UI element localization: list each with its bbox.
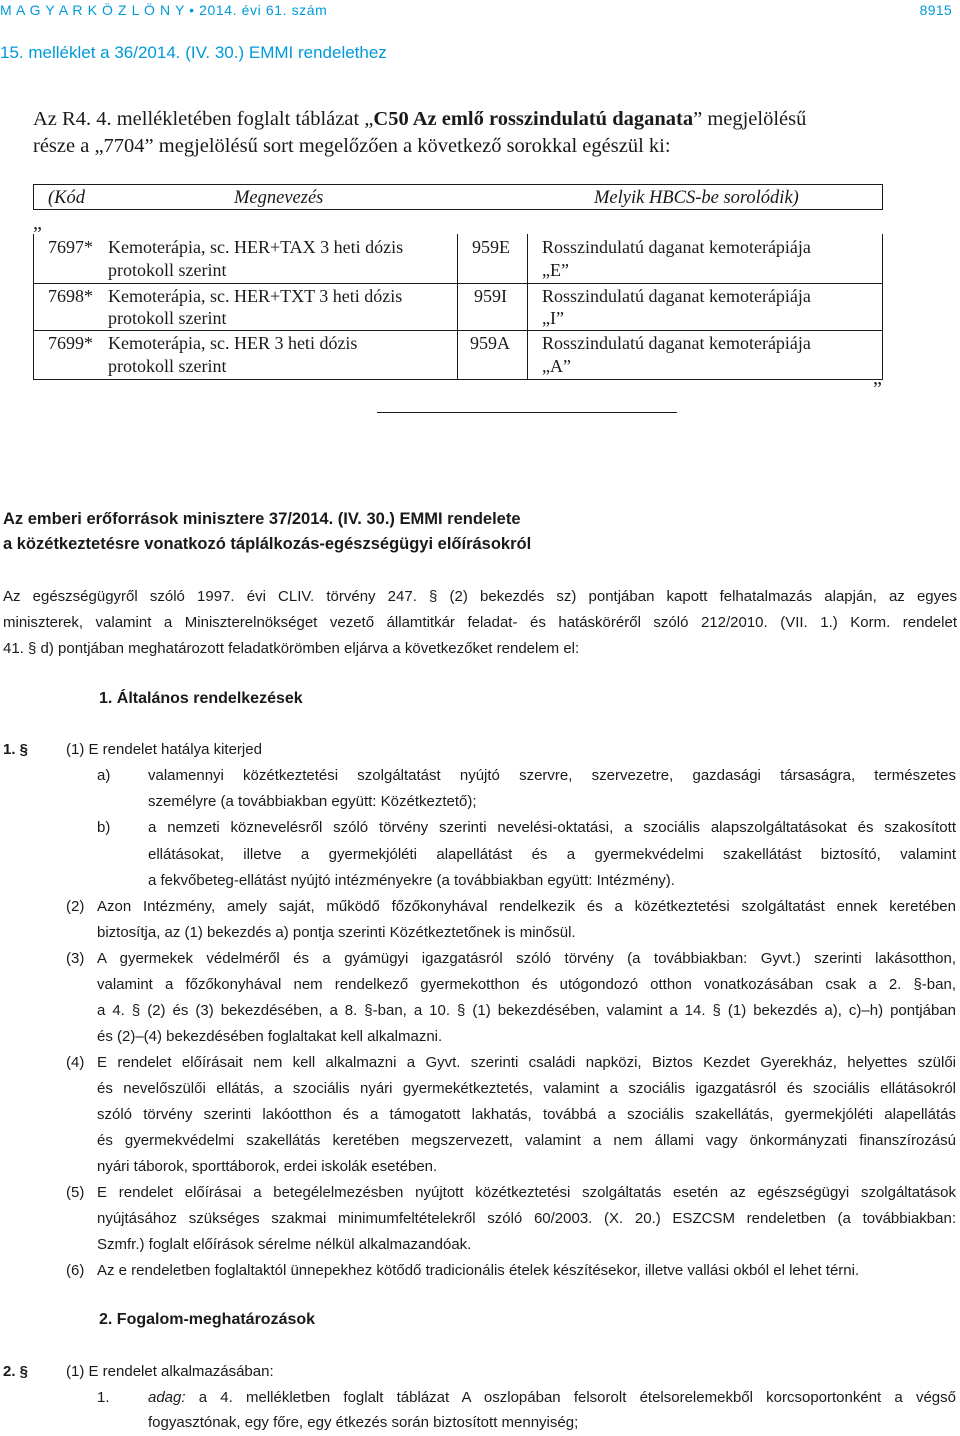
subsection-text: (1) E rendelet alkalmazásában: <box>66 1363 274 1380</box>
subsection-text: Az e rendeletben foglaltaktól ünnepekhez kötődő tradicionális ételek készítésekor, illetve vallási okból el lehet térni. <box>97 1262 860 1279</box>
subsection-text: szóló törvény szerinti lakóotthon és a támogatott lakhatás, továbbá a szociális szakellátás, gyermekjóléti alapellátás <box>97 1106 956 1123</box>
annex-title: 15. melléklet a 36/2014. (IV. 30.) EMMI rendelethez <box>0 43 387 62</box>
subsection-text: nyújtásához szükséges szakmai minimumfeltételekről szóló 60/2003. (X. 20.) ESZCSM rendeletben (a továbbiakban: <box>97 1210 956 1227</box>
item-text: ellátásokat, illetve a gyermekjóléti alapellátást és a gyermekvédelmi szakellátást biztosító, valamint <box>148 846 956 863</box>
subsection-text: a 4. § (2) és (3) bekezdésében, a 8. §-ban, a 10. § (1) bekezdésében, valamint a 14. § (1) bekezdés a), c)–h) pontjában <box>97 1002 956 1019</box>
row-hbcs: 959E <box>472 237 510 257</box>
row-name-cont: protokoll szerint <box>108 308 227 328</box>
row-desc: Rosszindulatú daganat kemoterápiája <box>542 333 811 353</box>
header-name: Megnevezés <box>234 188 324 208</box>
subsection-number: (5) <box>66 1184 85 1201</box>
column-divider <box>457 234 458 379</box>
preamble-line: Az egészségügyről szóló 1997. évi CLIV. törvény 247. § (2) bekezdés sz) pontjában kapott felhatalmazás alapján, az egyes <box>3 588 957 605</box>
preamble-line: 41. § d) pontjában meghatározott feladatkörömben eljárva a következőket rendelem el: <box>3 640 580 657</box>
decree-title: Az emberi erőforrások minisztere 37/2014. (IV. 30.) EMMI rendelete <box>3 510 521 528</box>
subsection-text: E rendelet előírásai a betegélelmezésben nyújtott közétkeztetési szolgáltatás esetén az egészségügyi szolgáltatások <box>97 1184 956 1201</box>
separator-line <box>377 412 677 413</box>
item-text: valamennyi közétkeztetési szolgáltatást nyújtó szervre, szervezetre, gazdasági társaságra, természetes <box>148 767 956 784</box>
definition-term: adag: <box>148 1389 186 1406</box>
row-name: Kemoterápia, sc. HER 3 heti dózis <box>108 333 358 353</box>
subsection-text: E rendelet előírásait nem kell alkalmazni a Gyvt. szerinti családi napközi, Biztos Kezdet Gyerekház, helyettes szülői <box>97 1054 956 1071</box>
definition-text: a 4. mellékletben foglalt táblázat A oszlopában felsorolt ételsorelemekből korcsoportonként a végső <box>185 1389 956 1406</box>
definition-line <box>148 1389 956 1406</box>
subsection-text: és gyermekvédelmi szakellátás keretében megszervezett, valamint a nem állami vagy önkormányzati finanszírozású <box>97 1132 956 1149</box>
row-desc-cont: „I” <box>542 308 564 328</box>
subsection-text: és nevelőszülői ellátás, a szociális nyári gyermekétkeztetés, valamint a szociális igazgatásról és szociális ellátásokról <box>97 1080 956 1097</box>
item-label: a) <box>97 767 111 784</box>
row-name: Kemoterápia, sc. HER+TAX 3 heti dózis <box>108 237 404 257</box>
running-header <box>0 2 960 20</box>
header-code: (Kód <box>48 188 85 208</box>
column-divider <box>527 234 528 379</box>
paragraph-number: 1. § <box>3 741 29 758</box>
definition-text: fogyasztónak, egy főre, egy étkezés során biztosított mennyiség; <box>148 1414 579 1431</box>
subsection-text: és (2)–(4) bekezdésében foglaltakat kell alkalmazni. <box>97 1028 443 1045</box>
row-desc-cont: „E” <box>542 260 569 280</box>
row-desc: Rosszindulatú daganat kemoterápiája <box>542 237 811 257</box>
subsection-number: (4) <box>66 1054 85 1071</box>
row-code: 7697* <box>48 237 93 257</box>
row-name-cont: protokoll szerint <box>108 356 227 376</box>
subsection-text: Azon Intézmény, amely saját, működő főzőkonyhával rendelkezik és a közétkeztetési szolgáltatást ennek keretében <box>97 898 956 915</box>
intro-text: Az R4. 4. mellékletében foglalt táblázat „ <box>33 108 374 130</box>
intro-line-2: része a „7704” megjelölésű sort megelőzően a következő sorokkal egészül ki: <box>33 135 671 157</box>
table-header <box>33 184 883 210</box>
row-code: 7698* <box>48 286 93 306</box>
row-hbcs: 959I <box>474 286 507 306</box>
subsection-text: nyári táborok, sporttáborok, erdei iskolák esetében. <box>97 1158 438 1175</box>
preamble-line: miniszterek, valamint a Miniszterelnökséget vezető államtitkár feladat- és hatásköréről szóló 212/2010. (VII. 1.) Korm. rendelet <box>3 614 957 631</box>
decree-subtitle: a közétkeztetésre vonatkozó táplálkozás-egészségügyi előírásokról <box>3 535 532 553</box>
row-desc: Rosszindulatú daganat kemoterápiája <box>542 286 811 306</box>
header-hbcs: Melyik HBCS-be sorolódik) <box>594 188 799 208</box>
subsection-number: (3) <box>66 950 85 967</box>
row-name-cont: protokoll szerint <box>108 260 227 280</box>
subsection-text: Szmfr.) foglalt előírások sérelme nélkül alkalmazandóak. <box>97 1236 472 1253</box>
subsection-text: (1) E rendelet hatálya kiterjed <box>66 741 262 758</box>
item-text: a fekvőbeteg-ellátást nyújtó intézményekre (a továbbiakban együtt: Intézmény). <box>148 872 675 889</box>
subsection-text: valamint a főzőkonyhával nem rendelkező gyermekotthon és utógondozó otthon vonatkozásában csak a 2. §-ban, <box>97 976 956 993</box>
row-divider <box>34 330 882 331</box>
row-divider <box>34 283 882 284</box>
page-number: 8915 <box>919 2 952 18</box>
subsection-number: (2) <box>66 898 85 915</box>
amendment-table <box>33 234 883 380</box>
row-hbcs: 959A <box>470 333 510 353</box>
intro-text: ” megjelölésű <box>693 108 807 130</box>
journal-title: M A G Y A R K Ö Z L Ö N Y • 2014. évi 61. szám <box>0 2 328 18</box>
paragraph-number: 2. § <box>3 1363 29 1380</box>
table-close-quote: ” <box>873 378 882 400</box>
row-desc-cont: „A” <box>542 356 571 376</box>
item-text: a nemzeti köznevelésről szóló törvény szerinti nevelési-oktatási, a szociális alapszolgáltatásokat és szakosított <box>148 819 956 836</box>
table-open-quote: „ <box>33 212 42 234</box>
section-heading: 1. Általános rendelkezések <box>99 690 303 707</box>
intro-bold-text: C50 Az emlő rosszindulatú daganata <box>373 108 694 130</box>
row-code: 7699* <box>48 333 93 353</box>
row-name: Kemoterápia, sc. HER+TXT 3 heti dózis <box>108 286 403 306</box>
subsection-text: A gyermekek védelméről és a gyámügyi igazgatásról szóló törvény (a továbbiakban: Gyvt.) szerinti lakásotthon, <box>97 950 956 967</box>
definition-number: 1. <box>97 1389 110 1406</box>
section-heading: 2. Fogalom-meghatározások <box>99 1311 316 1328</box>
item-label: b) <box>97 819 111 836</box>
subsection-text: biztosítja, az (1) bekezdés a) pontja szerinti Közétkeztetőnek is minősül. <box>97 924 576 941</box>
intro-line-1 <box>33 108 806 131</box>
item-text: személyre (a továbbiakban együtt: Közétkeztető); <box>148 793 477 810</box>
subsection-number: (6) <box>66 1262 85 1279</box>
